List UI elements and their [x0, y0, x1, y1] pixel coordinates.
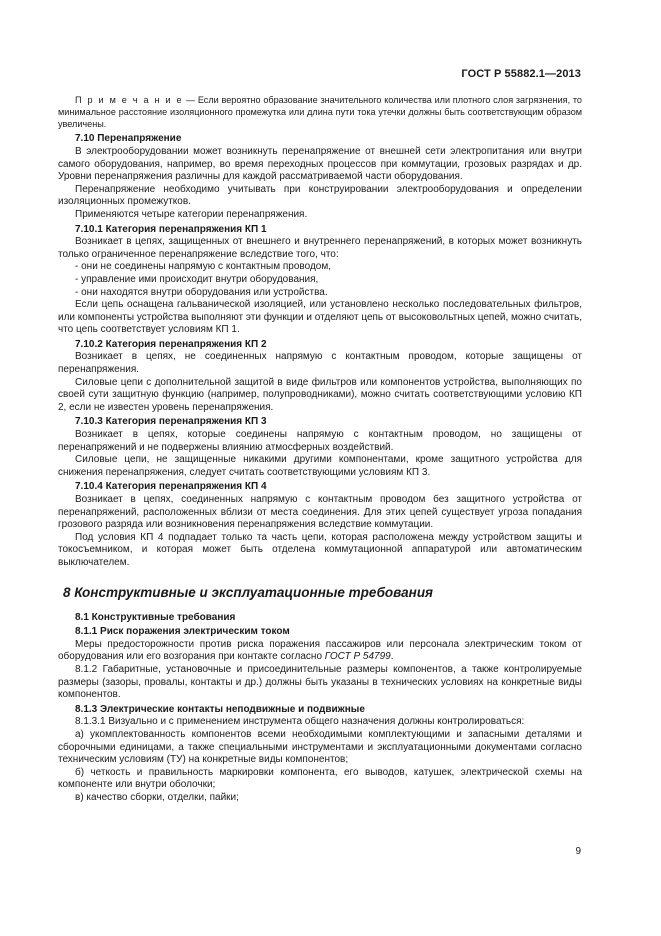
list-item-a: а) укомплектованность компонентов всеми необходимыми комплектующими и запасными деталями и сборочными единицами, а также специальными инструментами и эксплуатационными документами согласно техническим условиям (ТУ) на конкретные виды компонентов;: [58, 728, 582, 766]
list-item-c: в) качество сборки, отделки, пайки;: [75, 791, 239, 803]
section-8-1-3-heading: 8.1.3 Электрические контакты неподвижные и подвижные: [75, 703, 365, 715]
section-7-10-4-heading: 7.10.4 Категория перенапряжения КП 4: [75, 481, 267, 493]
section-7-10-paragraph-3: Применяются четыре категории перенапряжения.: [75, 208, 308, 220]
section-7-10-heading: 7.10 Перенапряжение: [75, 133, 182, 145]
section-7-10-1-paragraph-2: Если цепь оснащена гальванической изоляцией, или установлено несколько последовательных фильтров, или компоненты устройства выполняют эти функции и отделяют цепь от высоковольтных цепей, можно считать, что цепь соответствует условиям КП 1.: [58, 299, 582, 336]
section-7-10-1-paragraph-1: Возникает в цепях, защищенных от внешнего и внутреннего перенапряжений, в которых может возникнуть только ограниченное перенапряжение вследствие того, что:: [58, 236, 582, 260]
section-7-10-paragraph-2: Перенапряжение необходимо учитывать при конструировании электрооборудования и определении изоляционных промежутков.: [58, 183, 582, 208]
list-item-b: б) четкость и правильность маркировки компонента, его выводов, катушек, электрической схемы на компоненте или внутри оболочки;: [58, 766, 582, 791]
section-8-1-1-text: Меры предосторожности против риска поражения пассажиров или персонала электрическим током от оборудования или его возгорания при контакте согласно: [58, 638, 582, 663]
section-7-10-1-heading: 7.10.1 Категория перенапряжения КП 1: [75, 223, 267, 235]
standard-reference: ГОСТ Р 54799: [324, 651, 391, 663]
section-8-1-2-paragraph: 8.1.2 Габаритные, установочные и присоединительные размеры компонентов, а также контролируемые размеры (зазоры, провалы, контакты и др.) должны быть указаны в технических условиях на конкретные виды компонентов.: [58, 663, 582, 701]
section-7-10-4-paragraph-2: Под условия КП 4 подпадает только та часть цепи, которая расположена между устройством защиты и токосъемником, и которая может быть отделена коммутационной аппаратурой или автоматическим выключателем.: [58, 531, 582, 568]
list-item: - они не соединены напрямую с контактным проводом,: [75, 261, 331, 273]
note-paragraph: [58, 95, 582, 130]
page-number: 9: [575, 846, 581, 857]
section-7-10-3-paragraph-1: Возникает в цепях, которые соединены напрямую с контактным проводом, но защищены от перенапряжений и не подвержены влиянию атмосферных воздействий.: [58, 429, 582, 453]
section-7-10-2-paragraph-2: Силовые цепи с дополнительной защитой в виде фильтров или компонентов устройства, выполняющих по своей сути защитную функцию (например, полупроводниками), можно считать соответствующими условию КП 2, если не известен уровень перенапряжения.: [58, 376, 582, 413]
list-item: - управление ими происходит внутри оборудования,: [75, 273, 319, 285]
sentence-end: .: [390, 651, 394, 663]
document-id-header: ГОСТ Р 55882.1—2013: [461, 68, 581, 80]
section-7-10-2-paragraph-1: Возникает в цепях, не соединенных напрямую с контактным проводом, которые защищены от перенапряжения.: [58, 351, 582, 376]
section-8-1-heading: 8.1 Конструктивные требования: [75, 611, 236, 623]
list-item: - они находятся внутри оборудования или устройства.: [75, 286, 328, 298]
page-content: [58, 95, 582, 804]
section-7-10-paragraph-1: В электрооборудовании может возникнуть перенапряжение от внешней сети электропитания или внутри самого оборудования, например, во время переходных процессов при коммутации, грозовых разрядах и др. Уровни перенапряжения различны для каждой рассматриваемой части оборудования.: [58, 145, 582, 183]
section-7-10-4-paragraph-1: Возникает в цепях, соединенных напрямую с контактным проводом без защитного устройства от перенапряжений, расположенных вблизи от места соединения. Для этих цепей существует угроза попадания грозового разряда или возникновения перенапряжения вследствие коммутации.: [58, 494, 582, 531]
section-7-10-2-heading: 7.10.2 Категория перенапряжения КП 2: [75, 338, 267, 350]
section-8-1-1-heading: 8.1.1 Риск поражения электрическим током: [75, 626, 290, 638]
section-8-1-1-paragraph-1: [58, 639, 582, 664]
section-8-heading: 8 Конструктивные и эксплуатационные требования: [63, 584, 434, 600]
note-text: — Если вероятно образование значительного количества или плотного слоя загрязнения, то минимальное расстояние изоляционного промежутка или длина пути тока утечки должны быть соответствующим образом увеличены.: [58, 95, 582, 129]
section-7-10-3-paragraph-2: Силовые цепи, не защищенные никакими другими компонентами, кроме защитного устройства для снижения перенапряжения, следует считать соответствующими условиям КП 3.: [58, 454, 582, 478]
note-label: П р и м е ч а н и е: [75, 95, 184, 105]
section-8-1-3-1-paragraph: 8.1.3.1 Визуально и с применением инструмента общего назначения должны контролироваться:: [75, 716, 525, 728]
section-7-10-3-heading: 7.10.3 Категория перенапряжения КП 3: [75, 416, 267, 428]
